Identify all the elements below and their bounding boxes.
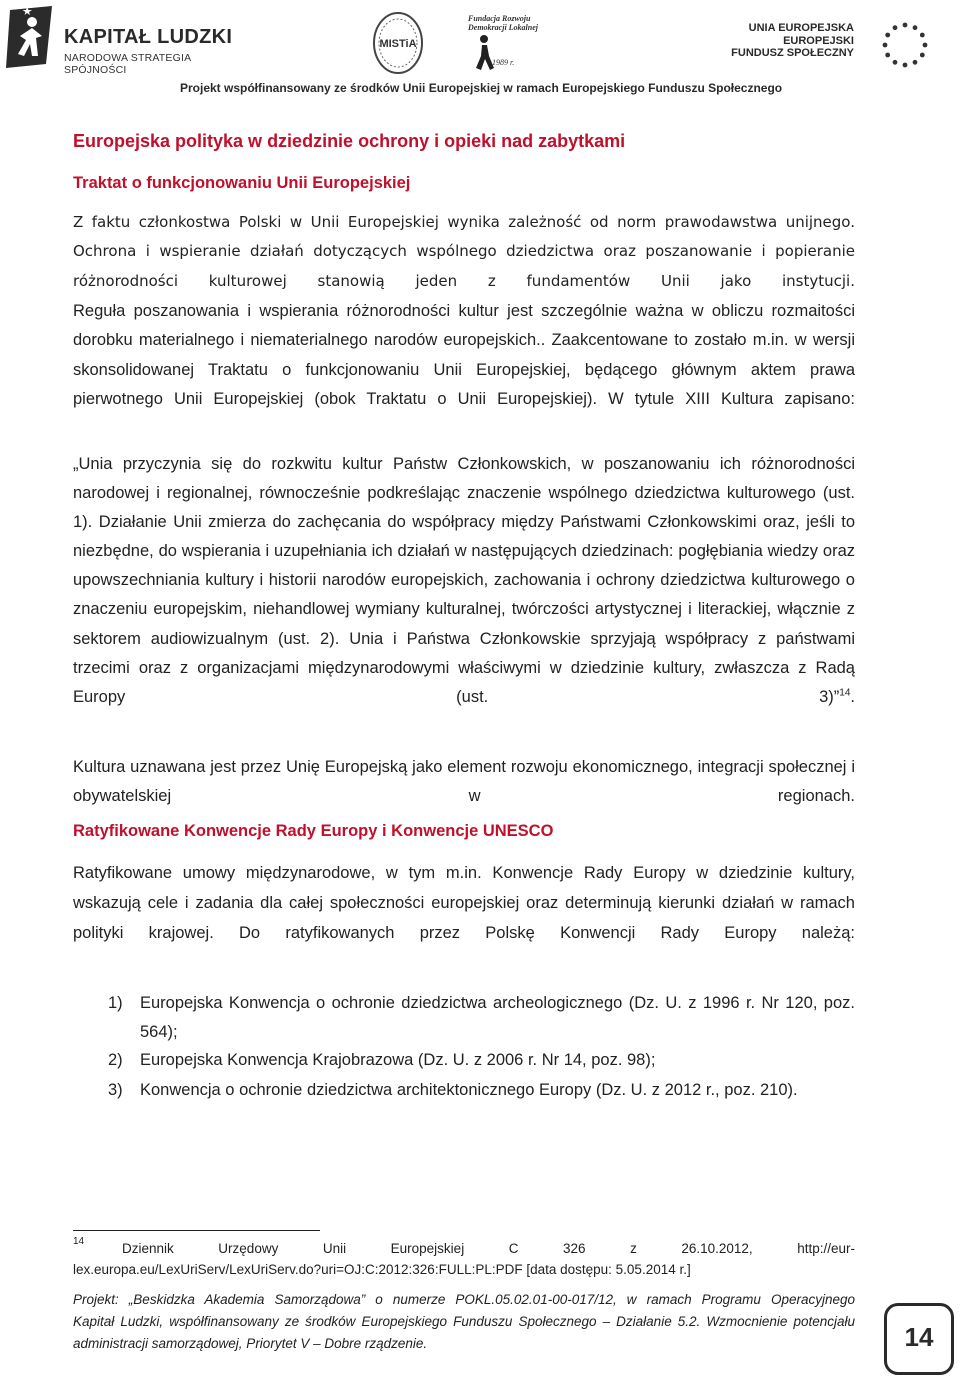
mistia-seal-icon bbox=[372, 10, 426, 76]
footnote-reference[interactable]: 14 bbox=[839, 687, 851, 699]
mistia-year: 1989 r. bbox=[492, 58, 515, 67]
paragraph-3: Ratyfikowane umowy międzynarodowe, w tym m.in. Konwencje Rady Europy w dziedzinie kultury, wskazują cele i zadania dla całej społeczności europejskiej oraz determinują kierunki działań w ramach polityki krajowej. Do ratyfikowanych przez Polskę Konwencji Rady Europy należą: bbox=[73, 864, 855, 943]
list-item-number: 2) bbox=[108, 1051, 123, 1069]
footnote-line-1: Dziennik Urzędowy Unii Europejskiej C 326 z 26.10.2012, http://eur- bbox=[122, 1241, 855, 1256]
kapital-ludzki-emblem-icon bbox=[6, 6, 56, 68]
mistia-logo bbox=[372, 10, 538, 76]
page-header bbox=[0, 0, 960, 100]
footnote-separator bbox=[73, 1230, 320, 1231]
eu-efs-logo bbox=[731, 22, 936, 72]
footer-line-3: administracji samorządowej, Priorytet V – Dobre rządzenie. bbox=[73, 1336, 428, 1351]
list-item-text: Europejska Konwencja Krajobrazowa (Dz. U. z 2006 r. Nr 14, poz. 98); bbox=[140, 1051, 656, 1069]
section-subtitle: Traktat o funkcjonowaniu Unii Europejskiej bbox=[73, 174, 411, 192]
eu-line-1: UNIA EUROPEJSKA bbox=[748, 22, 854, 34]
page-number: 14 bbox=[904, 1322, 934, 1352]
cofinancing-note: Projekt współfinansowany ze środków Unii Europejskiej w ramach Europejskiego Funduszu Społecznego bbox=[180, 81, 783, 95]
page-title: Europejska polityka w dziedzinie ochrony i opieki nad zabytkami bbox=[73, 131, 626, 151]
footnote-line-2[interactable]: lex.europa.eu/LexUriServ/LexUriServ.do?uri=OJ:C:2012:326:FULL:PL:PDF [data dostępu: 5.05.2014 r.] bbox=[73, 1262, 691, 1277]
list-item-text: Europejska Konwencja o ochronie dziedzictwa archeologicznego (Dz. U. z 1996 r. Nr 120, poz. 564); bbox=[140, 994, 855, 1041]
kapital-ludzki-subtitle: NARODOWA STRATEGIA SPÓJNOŚCI bbox=[64, 52, 191, 76]
eu-stars-icon bbox=[880, 20, 930, 70]
section-2-title: Ratyfikowane Konwencje Rady Europy i Konwencje UNESCO bbox=[73, 822, 554, 840]
kapital-ludzki-logo bbox=[6, 6, 246, 76]
paragraph-1: Z faktu członkostwa Polski w Unii Europejskiej wynika zależność od norm prawodawstwa unijnego. Ochrona i wspieranie działań dotyczących wspólnego dziedzictwa oraz poszanowanie i popieranie różnorodności kulturowej stanowią jeden z fundamentów Unii jako instytucji. bbox=[73, 213, 855, 290]
footnote-number: 14 bbox=[73, 1236, 85, 1247]
footer-line-1: Projekt: „Beskidzka Akademia Samorządowa” o numerze POKL.05.02.01-00-017/12, w ramach Programu Operacyjnego bbox=[73, 1292, 855, 1307]
treaty-quote-text: „Unia przyczynia się do rozkwitu kultur Państw Członkowskich, w poszanowaniu ich różnorodności narodowej i regionalnej, równocześnie podkreślając znaczenie wspólnego dziedzictwa kulturowego (ust. 1). Działanie Unii zmierza do zachęcania do współpracy między Państwami Członkowskimi oraz, jeśli to niezbędne, do wspierania i uzupełniania ich działań w następujących dziedzinach: pogłębiania wiedzy oraz upowszechniania kultury i historii narodów europejskich, zachowania i ochrony dziedzictwa kulturowego o znaczeniu europejskim, niehandlowej wymiany kulturalnej, twórczości artystycznej i literackiej, włącznie z sektorem audiowizualnym (ust. 2). Unia i Państwa Członkowskie sprzyjają współpracy z państwami trzecimi oraz z organizacjami międzynarodowymi właściwymi w dziedzinie kultury, zwłaszcza z Radą Europy (ust. 3)” bbox=[73, 455, 855, 706]
page-number-box bbox=[884, 1303, 954, 1375]
eu-text bbox=[731, 22, 854, 60]
treaty-quote-end: . bbox=[850, 687, 855, 706]
list-item-number: 1) bbox=[108, 994, 123, 1012]
list-item-text: Konwencja o ochronie dziedzictwa architektonicznego Europy (Dz. U. z 2012 r., poz. 210). bbox=[140, 1081, 798, 1099]
mistia-organization: Fundacja Rozwoju Demokracji Lokalnej bbox=[468, 14, 538, 32]
kapital-ludzki-title: KAPITAŁ LUDZKI bbox=[64, 26, 233, 48]
list-item-number: 3) bbox=[108, 1081, 123, 1099]
mistia-logo-text: MISTiA bbox=[379, 38, 417, 50]
paragraph-2: Kultura uznawana jest przez Unię Europejską jako element rozwoju ekonomicznego, integracji społecznej i obywatelskiej w regionach. bbox=[73, 758, 855, 806]
eu-line-3: FUNDUSZ SPOŁECZNY bbox=[731, 47, 854, 59]
eu-line-2: EUROPEJSKI bbox=[783, 34, 854, 47]
paragraph-1-continued bbox=[73, 297, 855, 415]
footer-line-2: Kapitał Ludzki, współfinansowany ze środków Europejskiego Funduszu Społecznego – Działanie 5.2. Wzmocnienie potencjału bbox=[73, 1314, 855, 1329]
paragraph-1-cont-text: Reguła poszanowania i wspierania różnorodności kultur jest szczególnie ważna w obliczu rozmaitości dorobku materialnego i niematerialnego narodów europejskich.. Zaakcentowane to zostało m.in. w wersji skonsolidowanej Traktatu o funkcjonowaniu Unii Europejskiej, będącego głównym aktem prawa pierwotnego Unii Europejskiej (obok Traktatu o Unii Europejskiej). W tytule XIII Kultura zapisano: bbox=[73, 302, 855, 409]
treaty-quote bbox=[73, 450, 855, 712]
